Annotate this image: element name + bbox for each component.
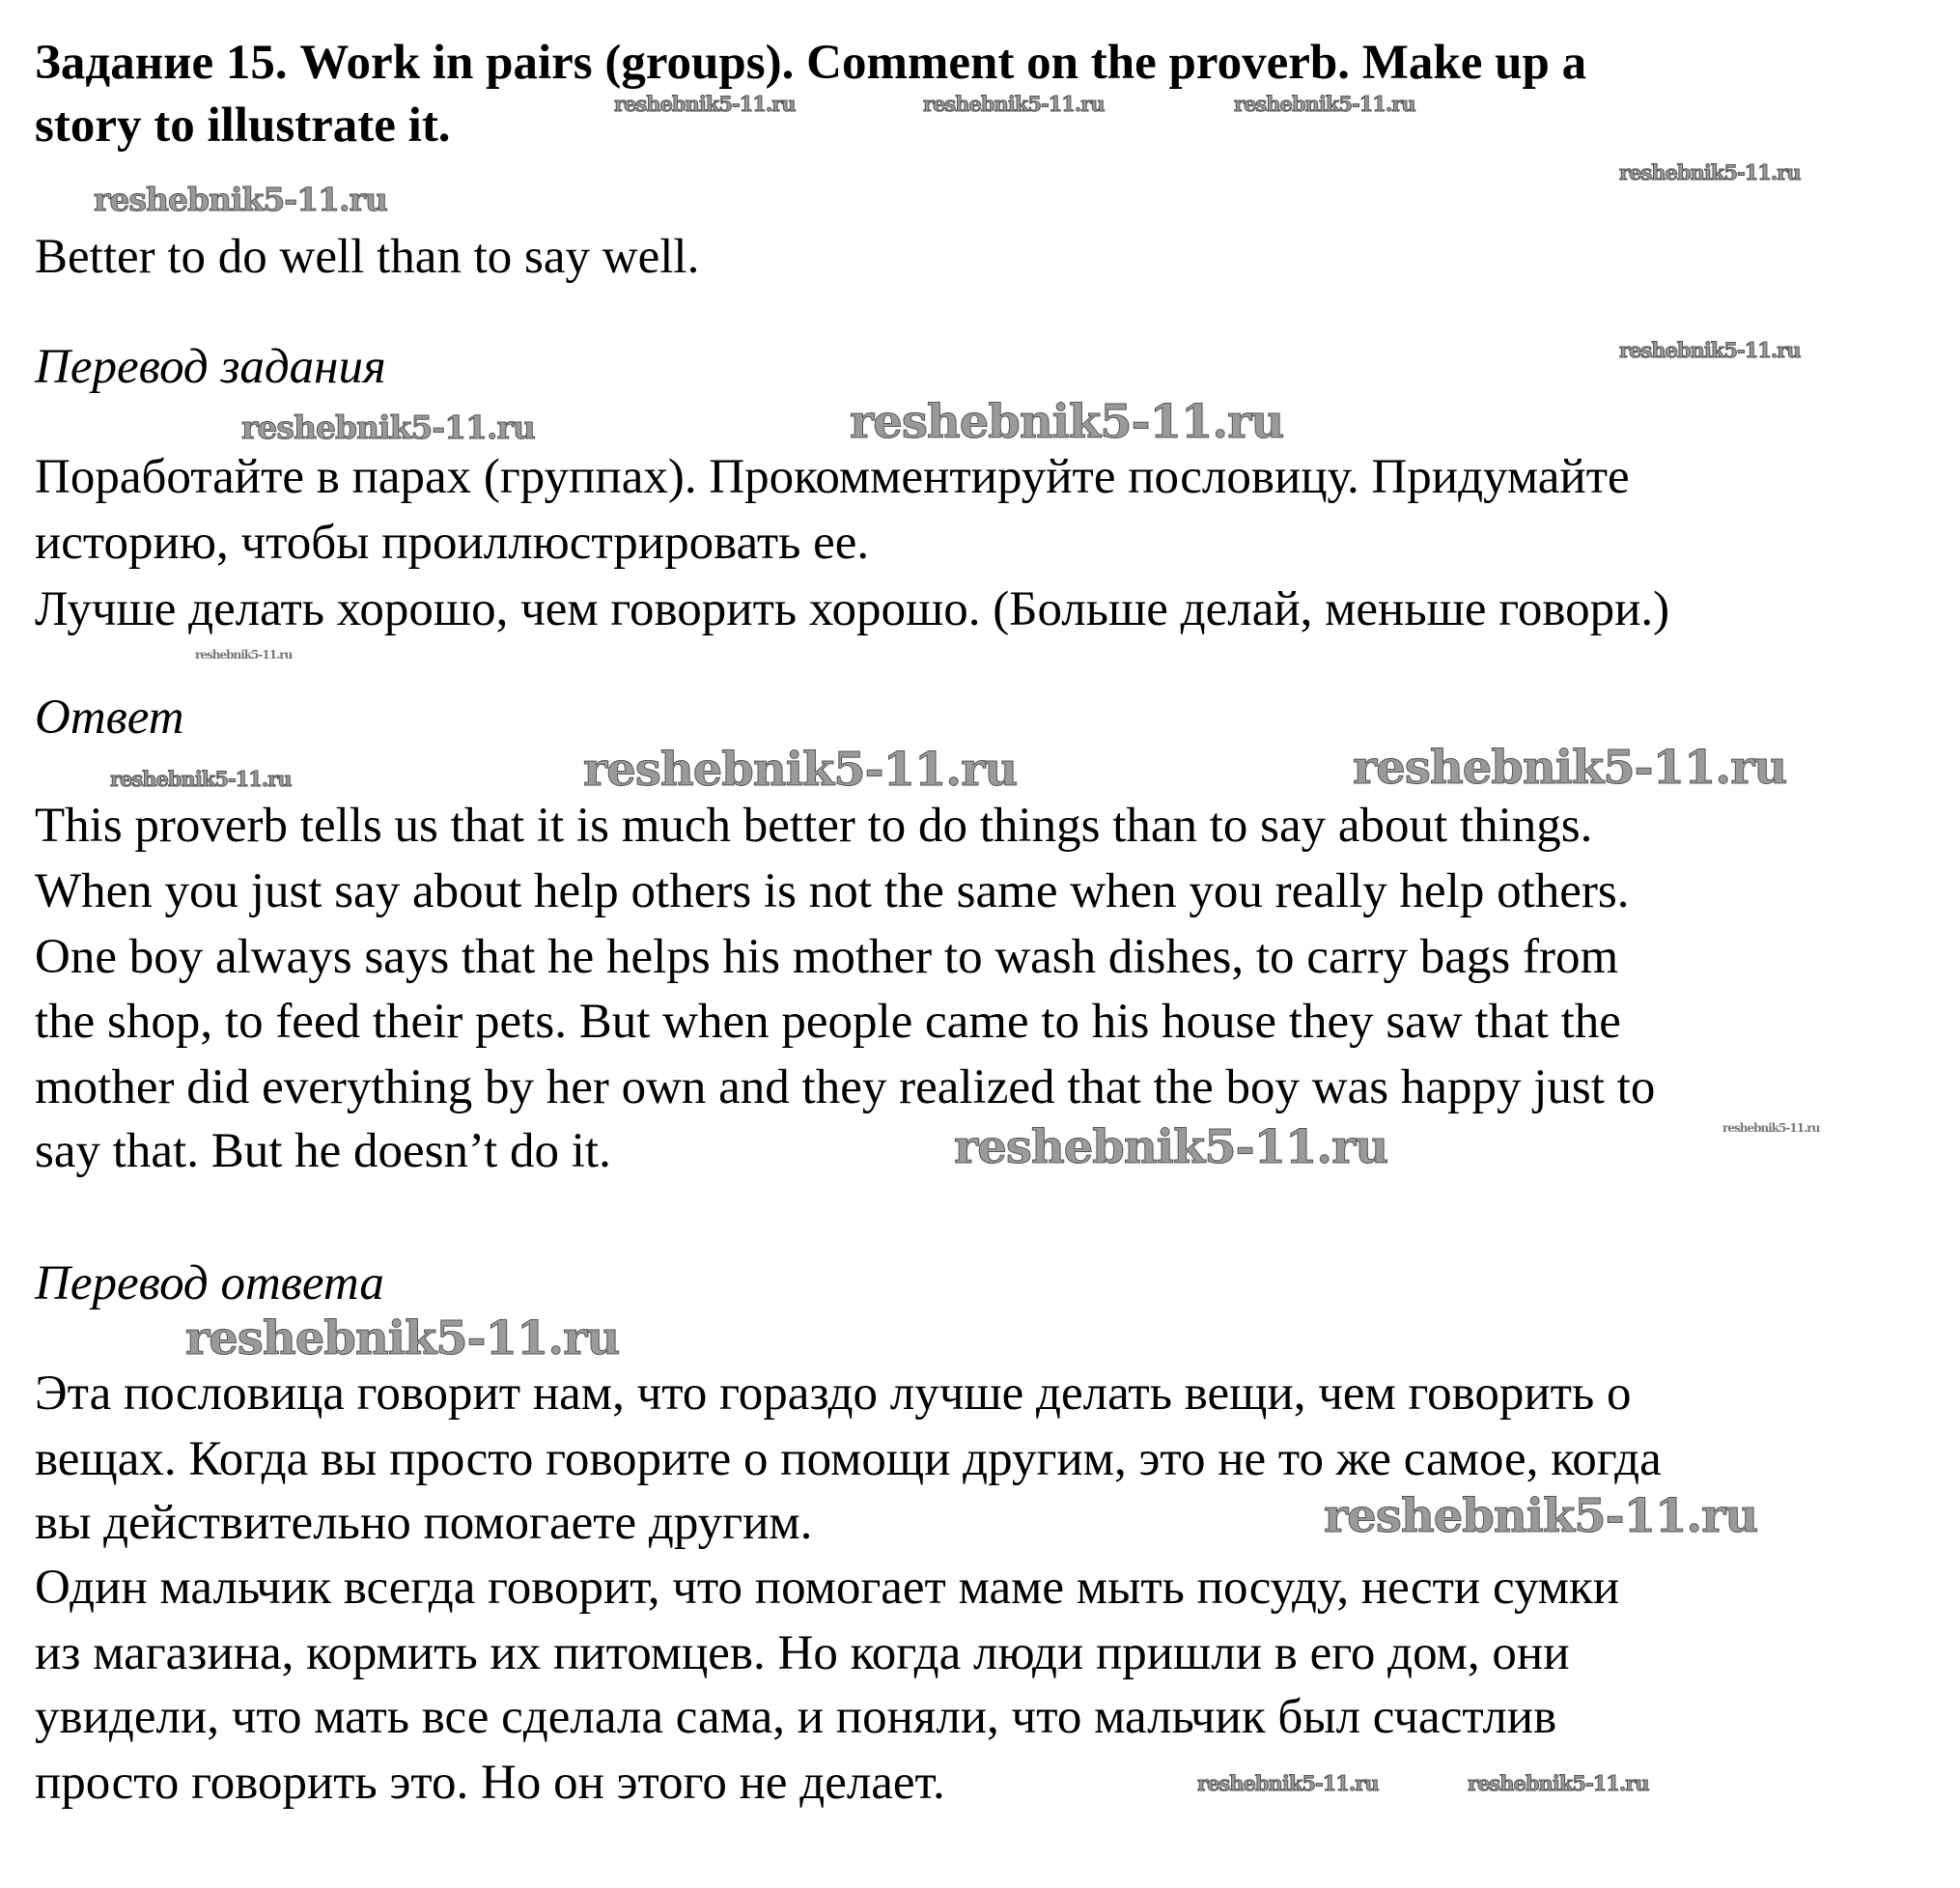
watermark: reshebnik5-11.ru [1619,338,1801,362]
text-line: When you just say about help others is not the same when you really help others. [35,864,1630,918]
title-line: story to illustrate it. [35,99,451,153]
watermark: reshebnik5-11.ru [923,92,1105,116]
text-line: One boy always says that he helps his mother to wash dishes, to carry bags from [35,930,1619,984]
watermark: reshebnik5-11.ru [1234,92,1415,116]
proverb: Better to do well than to say well. [35,230,700,284]
text-line: вы действительно помогаете другим. [35,1496,813,1550]
text-line: историю, чтобы проиллюстрировать ее. [35,516,870,570]
text-line: из магазина, кормить их питомцев. Но когда люди пришли в его дом, они [35,1626,1570,1680]
text-line: просто говорить это. Но он этого не делает. [35,1756,945,1810]
watermark: reshebnik5-11.ru [110,767,292,791]
watermark: reshebnik5-11.ru [954,1120,1388,1174]
text-line: This proverb tells us that it is much better to do things than to say about things. [35,799,1593,853]
watermark: reshebnik5-11.ru [614,92,796,116]
text-line: Поработайте в парах (группах). Прокомментируйте пословицу. Придумайте [35,450,1630,504]
watermark: reshebnik5-11.ru [1324,1489,1758,1543]
text-line: Лучше делать хорошо, чем говорить хорошо. (Больше делай, меньше говори.) [35,582,1670,636]
watermark: reshebnik5-11.ru [1619,160,1801,184]
text-line: Эта пословица говорит нам, что гораздо лучше делать вещи, чем говорить о [35,1367,1632,1421]
text-line: the shop, to feed their pets. But when people came to his house they saw that the [35,995,1621,1049]
answer-heading: Ответ [35,690,184,745]
watermark: reshebnik5-11.ru [1353,741,1787,795]
watermark: reshebnik5-11.ru [195,648,293,662]
watermark: reshebnik5-11.ru [241,409,535,446]
watermark: reshebnik5-11.ru [94,181,387,218]
text-line: mother did everything by her own and they realized that the boy was happy just to [35,1060,1656,1114]
task-translation-heading: Перевод задания [35,340,386,394]
watermark: reshebnik5-11.ru [1197,1771,1379,1795]
watermark: reshebnik5-11.ru [185,1311,620,1366]
answer-translation-heading: Перевод ответа [35,1256,384,1310]
text-line: увидели, что мать все сделала сама, и поняли, что мальчик был счастлив [35,1690,1557,1744]
text-line: Один мальчик всегда говорит, что помогает маме мыть посуду, нести сумки [35,1561,1620,1615]
watermark: reshebnik5-11.ru [1468,1771,1649,1795]
watermark: reshebnik5-11.ru [850,395,1284,449]
watermark: reshebnik5-11.ru [583,743,1018,797]
text-line: вещах. Когда вы просто говорите о помощи другим, это не то же самое, когда [35,1432,1662,1486]
watermark: reshebnik5-11.ru [1722,1121,1820,1135]
text-line: say that. But he doesn’t do it. [35,1124,611,1178]
title-line: Задание 15. Work in pairs (groups). Comment on the proverb. Make up a [35,36,1587,90]
